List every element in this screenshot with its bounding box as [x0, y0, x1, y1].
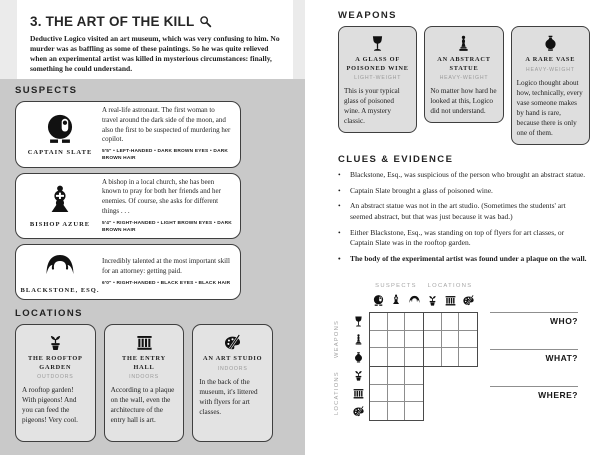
answer-blank-what[interactable]: [490, 349, 578, 350]
grid-cell[interactable]: [370, 385, 388, 403]
weapon-weight: HEAVY-WEIGHT: [525, 66, 575, 73]
location-name: AN ART STUDIO: [202, 355, 263, 363]
astronaut-helmet-icon: [369, 292, 387, 309]
grid-cell[interactable]: [405, 348, 423, 366]
weapon-name: A RARE VASE: [525, 56, 576, 63]
clue-item: • An abstract statue was not in the art studio. (Sometimes the students' art seemed abstract, but that was just because it was bad.): [338, 201, 566, 221]
clues-list: [338, 170, 590, 264]
weapon-weight: HEAVY-WEIGHT: [439, 75, 489, 81]
clues-heading: CLUES & EVIDENCE: [338, 154, 454, 165]
potted-plant-icon: [22, 332, 89, 352]
magnifier-icon: [199, 15, 212, 28]
suspect-name: BLACKSTONE, ESQ.: [20, 287, 100, 295]
grid-cell[interactable]: [388, 385, 406, 403]
astronaut-helmet-icon: [20, 111, 100, 147]
grid-cell[interactable]: [459, 348, 477, 366]
abstract-statue-icon: [350, 330, 367, 348]
left-content: [0, 79, 305, 455]
grid-cell[interactable]: [388, 331, 406, 349]
art-palette-icon: [459, 292, 477, 309]
grid-cell[interactable]: [442, 313, 460, 331]
grid-cell[interactable]: [442, 348, 460, 366]
clue-item: • Captain Slate brought a glass of poisoned wine.: [338, 185, 493, 195]
suspect-stats: 5'4" • RIGHT-HANDED • LIGHT BROWN EYES • DARK BROWN HAIR: [102, 220, 232, 233]
vase-icon: [517, 33, 584, 53]
hair-icon: [405, 292, 423, 309]
suspect-description: A bishop in a local church, she has been known to pray for both her friends and her enemies. Of course, she asks for different things . . .: [102, 177, 221, 215]
location-name: THE ROOFTOP GARDEN: [27, 355, 83, 371]
weapon-name: A GLASS OF POISONED WINE: [346, 56, 409, 72]
vase-icon: [350, 348, 367, 366]
art-palette-icon: [199, 332, 266, 352]
grid-cell[interactable]: [405, 402, 423, 420]
grid-cell[interactable]: [370, 367, 388, 385]
weapon-description: This is your typical glass of poisoned wine. A mystery classic.: [344, 87, 400, 126]
location-description: In the back of the museum, it's littered with flyers for art classes.: [199, 377, 258, 416]
grid-cell[interactable]: [405, 385, 423, 403]
grid-cell[interactable]: [459, 331, 477, 349]
grid-cell[interactable]: [388, 313, 406, 331]
suspect-stats: 5'5" • LEFT-HANDED • DARK BROWN EYES • DARK BROWN HAIR: [102, 149, 229, 162]
weapons-heading: WEAPONS: [338, 10, 397, 21]
page-title: 3. THE ART OF THE KILL: [30, 14, 195, 29]
weapon-name: AN ABSTRACT STATUE: [437, 56, 491, 72]
grid-cell[interactable]: [370, 331, 388, 349]
weapon-card-poisoned-wine: [338, 26, 417, 133]
intro-paragraph: Deductive Logico visited an art museum, which was very confusing to him. No murder was as baffling as some of these paintings. So he was quite relieved when an experimental artist was killed in mysterious circumstances: finally, something he could understand.: [30, 34, 280, 73]
suspect-card-captain-slate: [15, 101, 241, 168]
suspect-description: A real-life astronaut. The first woman to travel around the dark side of the moon, and also the first to be suspected of murdering her copilot.: [102, 106, 231, 144]
location-name: THE ENTRY HALL: [122, 355, 166, 371]
weapon-description: Logico thought about how, technically, every vase someone makes by hand is rare, because there is only one of them.: [516, 78, 583, 137]
weapon-weight: LIGHT-WEIGHT: [354, 75, 402, 81]
grid-cell[interactable]: [424, 331, 442, 349]
location-description: According to a plaque on the wall, even the architecture of the entry hall is art.: [110, 386, 175, 425]
location-type: INDOORS: [217, 365, 248, 372]
grid-cell[interactable]: [370, 402, 388, 420]
answer-label-who: WHO?: [550, 316, 578, 326]
grid-cell[interactable]: [388, 367, 406, 385]
answer-label-where: WHERE?: [538, 390, 578, 400]
page-header: [17, 0, 293, 79]
grid-cell[interactable]: [459, 313, 477, 331]
weapon-description: No matter how hard he looked at this, Logico did not understand.: [430, 87, 497, 116]
location-type: OUTDOORS: [37, 374, 74, 381]
grid-quadrant-suspects-locations: [369, 366, 424, 421]
chess-bishop-icon: ♝: [390, 293, 402, 308]
potted-plant-icon: [423, 292, 441, 309]
grid-col-group-locations: LOCATIONS: [427, 283, 473, 289]
grid-cell[interactable]: [405, 313, 423, 331]
answer-blank-who[interactable]: [490, 312, 578, 313]
grid-row-group-locations: LOCATIONS: [334, 371, 340, 415]
hair-icon: [20, 249, 100, 285]
clue-item: • Either Blackstone, Esq., was standing on top of flyers for art classes, or Captain Slate was in the rooftop garden.: [338, 227, 565, 248]
answer-blank-where[interactable]: [490, 386, 578, 387]
abstract-statue-icon: [430, 33, 497, 53]
wine-glass-icon: [344, 33, 411, 53]
suspect-description: Incredibly talented at the most important skill for an attorney: getting paid.: [102, 257, 230, 276]
weapon-card-rare-vase: [511, 26, 590, 145]
art-palette-icon: [350, 402, 367, 420]
chess-bishop-icon: ♝: [43, 179, 77, 221]
entry-hall-icon: [441, 292, 459, 309]
header-band: [0, 0, 305, 79]
wine-glass-icon: [350, 312, 367, 330]
grid-cell[interactable]: [442, 331, 460, 349]
location-card-art-studio: [192, 324, 273, 442]
location-type: INDOORS: [129, 374, 159, 381]
right-page: [305, 0, 600, 455]
grid-quadrant-locations-weapons: [423, 312, 478, 367]
logic-grid: [305, 283, 600, 455]
grid-cell[interactable]: [424, 348, 442, 366]
weapon-card-abstract-statue: [424, 26, 503, 123]
grid-cell[interactable]: [388, 402, 406, 420]
location-card-entry-hall: [104, 324, 185, 442]
grid-cell[interactable]: [405, 367, 423, 385]
suspect-stats: 6'0" • RIGHT-HANDED • BLACK EYES • BLACK HAIR: [102, 280, 231, 286]
suspect-name: CAPTAIN SLATE: [27, 149, 93, 157]
suspect-name: BISHOP AZURE: [29, 220, 91, 228]
suspect-card-bishop-azure: [15, 173, 241, 240]
grid-row-group-weapons: WEAPONS: [334, 319, 340, 359]
locations-heading: LOCATIONS: [15, 308, 83, 320]
grid-cell[interactable]: [388, 348, 406, 366]
suspect-card-blackstone: [15, 244, 241, 300]
location-description: A rooftop garden! With pigeons! And you can feed the pigeons! Very cool.: [22, 386, 78, 425]
location-card-rooftop-garden: [15, 324, 96, 442]
answer-label-what: WHAT?: [545, 353, 578, 363]
entry-hall-icon: [350, 384, 367, 402]
clue-item: • Blackstone, Esq., was suspicious of the person who brought an abstract statue.: [338, 170, 586, 179]
entry-hall-icon: [111, 332, 178, 352]
grid-cell[interactable]: [424, 313, 442, 331]
clue-item: • The body of the experimental artist was found under a plaque on the wall.: [338, 253, 587, 263]
grid-col-group-suspects: SUSPECTS: [375, 283, 417, 289]
grid-cell[interactable]: [405, 331, 423, 349]
potted-plant-icon: [350, 366, 367, 384]
grid-cell[interactable]: [370, 313, 388, 331]
grid-quadrant-suspects-weapons: [369, 312, 424, 367]
grid-cell[interactable]: [370, 348, 388, 366]
suspects-heading: SUSPECTS: [15, 85, 78, 96]
